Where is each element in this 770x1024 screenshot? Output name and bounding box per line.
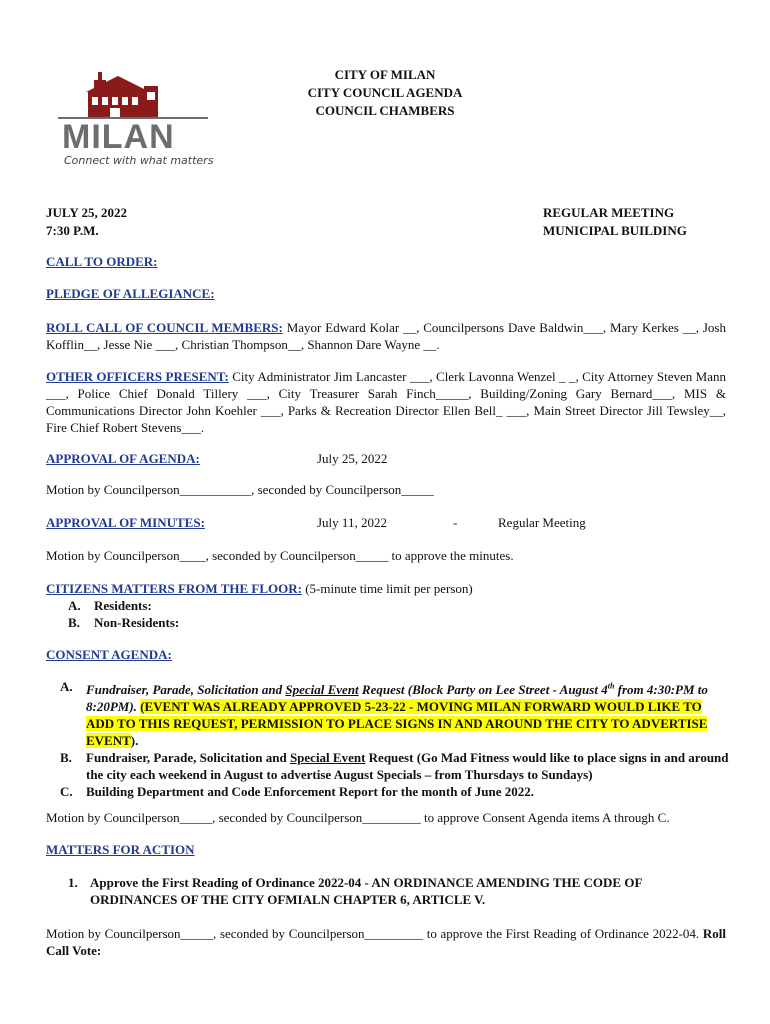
logo-wordmark: MILAN — [62, 118, 175, 156]
list-label: B. — [68, 615, 80, 630]
meeting-type: REGULAR MEETING — [543, 205, 675, 220]
roll-call-heading: ROLL CALL OF COUNCIL MEMBERS: — [46, 320, 283, 335]
approval-agenda-date: July 25, 2022 — [317, 451, 388, 466]
consent-list — [60, 678, 730, 800]
call-to-order-heading: CALL TO ORDER: — [46, 254, 158, 269]
list-label: C. — [60, 784, 73, 800]
list-item — [60, 678, 730, 749]
agenda-header — [0, 66, 770, 120]
highlighted-note: (EVENT WAS ALREADY APPROVED 5-23-22 - MOVING MILAN FORWARD WOULD LIKE TO ADD TO THIS REQUEST, PERMISSION TO PLACE SIGNS IN AND AROUND THE CITY TO ADVERTISE EVENT — [86, 699, 708, 749]
city-name: CITY OF MILAN — [334, 67, 436, 82]
chambers-label: COUNCIL CHAMBERS — [315, 103, 455, 118]
list-label: 1. — [68, 875, 78, 890]
pledge-heading: PLEDGE OF ALLEGIANCE: — [46, 286, 215, 301]
consent-item-c: Building Department and Code Enforcement Report for the month of June 2022. — [86, 784, 535, 800]
matters-for-action-heading: MATTERS FOR ACTION — [46, 842, 195, 857]
list-item — [60, 749, 730, 783]
list-label: A. — [60, 679, 73, 694]
list-label: A. — [68, 598, 81, 613]
approval-minutes-date: July 11, 2022 — [317, 515, 387, 530]
motion-agenda: Motion by Councilperson___________, seconded by Councilperson_____ — [46, 482, 434, 497]
meeting-date-block — [46, 204, 127, 240]
meeting-location: MUNICIPAL BUILDING — [543, 223, 687, 238]
matters-list — [68, 874, 708, 908]
approval-minutes-dash: - — [453, 515, 458, 530]
roll-call-paragraph — [46, 319, 726, 353]
motion-matters-paragraph — [46, 925, 726, 959]
list-item — [68, 874, 708, 908]
other-officers-heading: OTHER OFFICERS PRESENT: — [46, 369, 229, 384]
citizens-list — [68, 597, 368, 631]
list-text: Residents: — [94, 598, 152, 613]
list-item — [68, 597, 368, 614]
list-label: B. — [60, 750, 72, 766]
meeting-type-block — [543, 204, 687, 240]
matters-item-1: Approve the First Reading of Ordinance 2022-04 - AN ORDINANCE AMENDING THE CODE OF ORDINANCES OF THE CITY OFMIALN CHAPTER 6, ARTICLE V. — [90, 875, 642, 907]
approval-agenda-heading: APPROVAL OF AGENDA: — [46, 451, 200, 466]
meeting-time: 7:30 P.M. — [46, 223, 99, 238]
logo-tagline: Connect with what matters — [64, 154, 214, 167]
consent-item-b: Fundraiser, Parade, Solicitation and Special Event Request (Go Mad Fitness would like to place signs in and around the city each weekend in August to advertise August Specials – from Thursdays to Sundays) — [86, 750, 729, 783]
other-officers-text: City Administrator Jim Lancaster ___, Clerk Lavonna Wenzel _ _, City Attorney Steven Mann ___, Police Chief Donald Tillery ___, City Treasurer Sarah Finch_____, Building/Zoning Gary Bernard___, MIS & Communications Director John Koehler ___, Parks & Recreation Director Ellen Bell_ ___, Main Street Director Jill Tewsley__, Fire Chief Robert Stevens___. — [46, 369, 726, 435]
list-item — [60, 783, 730, 800]
approval-minutes-heading: APPROVAL OF MINUTES: — [46, 515, 205, 530]
list-item — [68, 614, 368, 631]
consent-agenda-heading: CONSENT AGENDA: — [46, 647, 172, 662]
roll-call-text: Mayor Edward Kolar __, Councilpersons Dave Baldwin___, Mary Kerkes __, Josh Kofflin__, Jesse Nie ___, Christian Thompson__, Shannon Dare Wayne __. — [46, 320, 726, 352]
motion-matters: Motion by Councilperson_____, seconded by Councilperson_________ to approve the First Reading of Ordinance 2022-04. — [46, 926, 703, 941]
citizens-heading: CITIZENS MATTERS FROM THE FLOOR: — [46, 581, 302, 596]
citizens-note: (5-minute time limit per person) — [301, 581, 473, 596]
consent-item-a: Fundraiser, Parade, Solicitation and Special Event Request (Block Party on Lee Street - August 4th from 4:30:PM to 8:20PM). (EVENT WAS ALREADY APPROVED 5-23-22 - MOVING MILAN FORWARD WOULD LIKE TO ADD TO THIS REQUEST, PERMISSION TO PLACE SIGNS IN AND AROUND THE CITY TO ADVERTISE EVENT). — [86, 682, 708, 749]
citizens-line — [46, 581, 473, 597]
approval-minutes-type: Regular Meeting — [498, 515, 586, 530]
agenda-title: CITY COUNCIL AGENDA — [307, 85, 463, 100]
other-officers-paragraph — [46, 368, 726, 436]
list-text: Non-Residents: — [94, 615, 180, 630]
meeting-date: JULY 25, 2022 — [46, 205, 128, 220]
motion-consent: Motion by Councilperson_____, seconded by Councilperson_________ to approve Consent Agenda items A through C. — [46, 810, 670, 825]
motion-minutes: Motion by Councilperson____, seconded by Councilperson_____ to approve the minutes. — [46, 548, 514, 563]
roll-call-vote: Roll Call Vote: — [46, 926, 726, 958]
